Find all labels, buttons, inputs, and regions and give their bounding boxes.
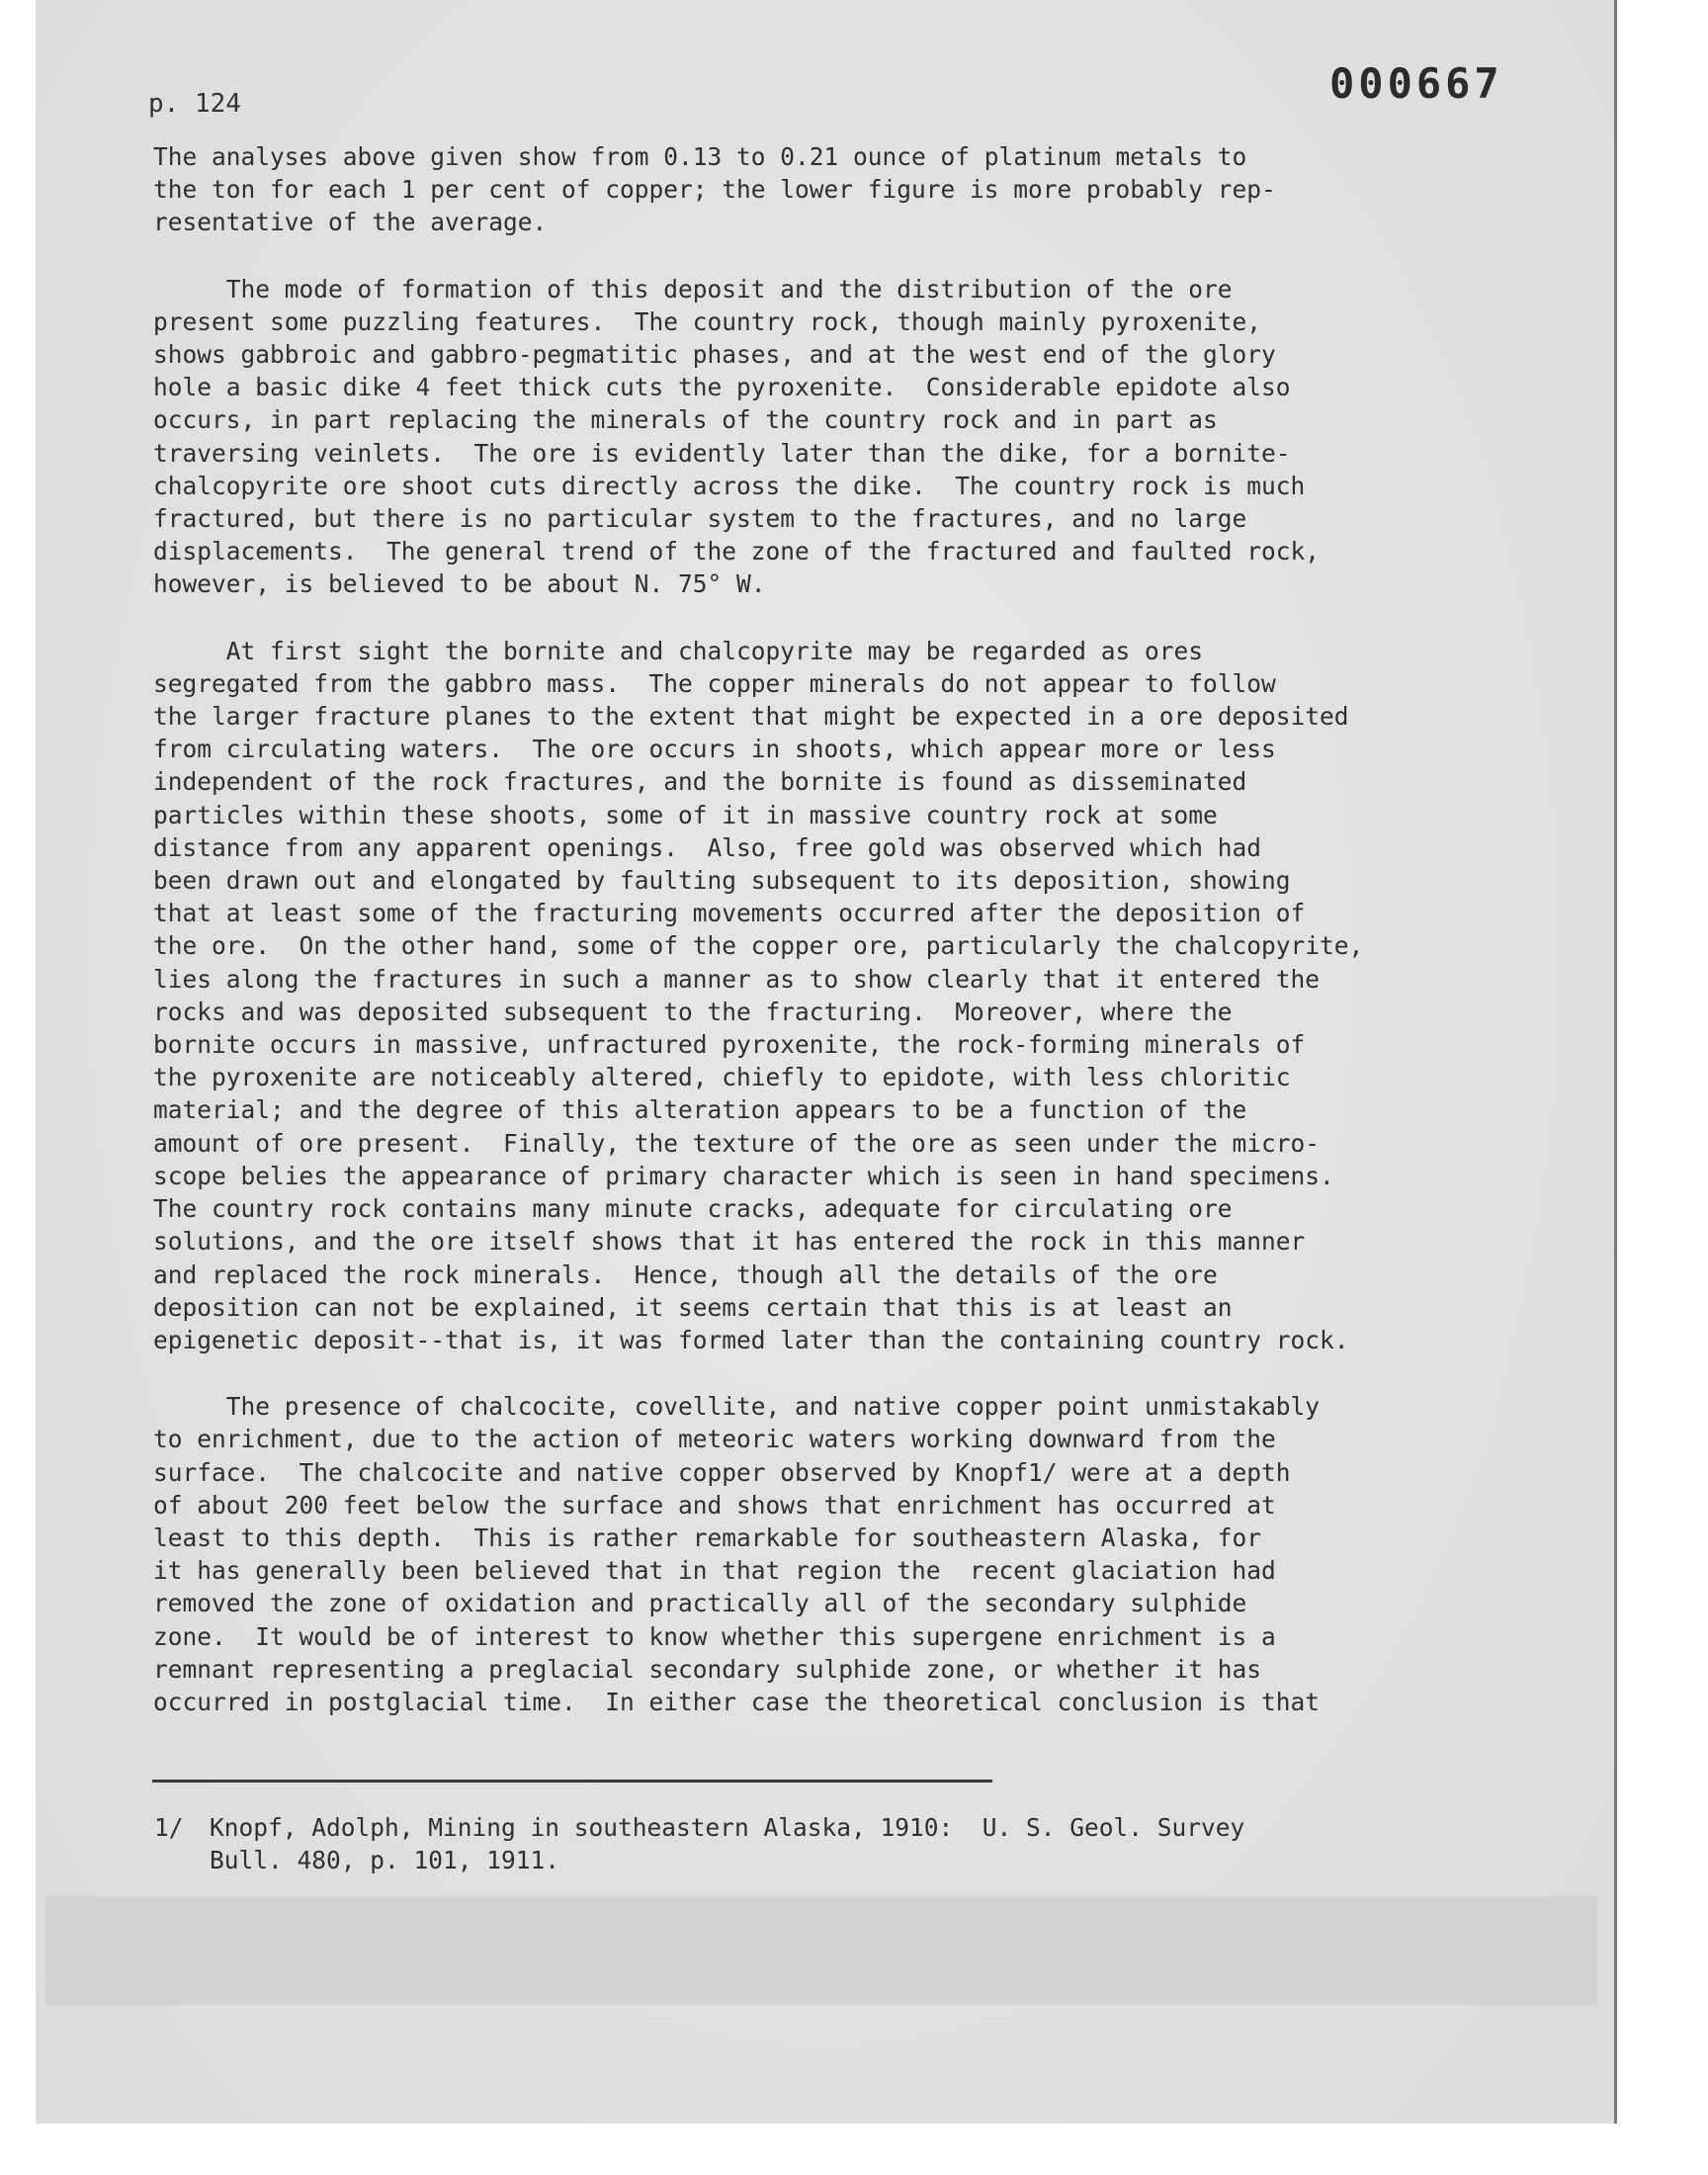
paragraph-analyses: The analyses above given show from 0.13 to 0.21 ounce of platinum metals to the ton for each 1 per cent of copper; the lower figure is more probably rep- resentative of the average. [153, 142, 1276, 237]
scan-smudge [45, 1896, 1597, 2005]
paragraph-bornite-chalcopyrite: At first sight the bornite and chalcopyrite may be regarded as ores segregated from the gabbro mass. The copper minerals do not appear to follow the larger fracture planes to the extent that might be expected in a ore deposited from circulating waters. The ore occurs in shoots, which appear more or less independent of the rock fractures, and the bornite is found as disseminated particles within these shoots, some of it in massive country rock at some distance from any apparent openings. Also, free gold was observed which had been drawn out and elongated by faulting subsequent to its deposition, showing that at least some of the fracturing movements occurred after the deposition of the ore. On the other hand, some of the copper ore, particularly the chalcopyrite, lies along the fractures in such a manner as to show clearly that it entered the rocks and was deposited subsequent to the fracturing. Moreover, where the bornite occurs in massive, unfractured pyroxenite, the rock-forming minerals of the pyroxenite are noticeably altered, chiefly to epidote, with less chloritic material; and the degree of this alteration appears to be a function of the amount of ore present. Finally, the texture of the ore as seen under the micro- scope belies the appearance of primary character which is seen in hand specimens. The country rock contains many minute cracks, adequate for circulating ore solutions, and the ore itself shows that it has entered the rock in this manner and replaced the rock minerals. Hence, though all the details of the ore deposition can not be explained, it seems certain that this is at least an epigenetic deposit--that is, it was formed later than the containing country rock. [153, 636, 1364, 1354]
document-number: 000667 [1329, 59, 1503, 108]
paragraph-enrichment: The presence of chalcocite, covellite, and native copper point unmistakably to enrichment, due to the action of meteoric waters working downward from the surface. The chalcocite and native copper observed by Knopf1/ were at a depth of about 200 feet below the surface and shows that enrichment has occurred at least to this depth. This is rather remarkable for southeastern Alaska, for it has generally been believed that in that region the recent glaciation had removed the zone of oxidation and practically all of the secondary sulphide zone. It would be of interest to know whether this supergene enrichment is a remnant representing a preglacial secondary sulphide zone, or whether it has occurred in postglacial time. In either case the theoretical conclusion is that [153, 1392, 1321, 1716]
page-number: p. 124 [148, 89, 241, 119]
footnote-marker: 1/ [154, 1813, 184, 1842]
footnote-text: Knopf, Adolph, Mining in southeastern Alaska, 1910: U. S. Geol. Survey Bull. 480, p. 101, 1911. [210, 1813, 1245, 1875]
body-text [153, 140, 1567, 1752]
paragraph-mode-of-formation: The mode of formation of this deposit and the distribution of the ore present some puzzling features. The country rock, though mainly pyroxenite, shows gabbroic and gabbro-pegmatitic phases, and at the west end of the glory hole a basic dike 4 feet thick cuts the pyroxenite. Considerable epidote also occurs, in part replacing the minerals of the country rock and in part as traversing veinlets. The ore is evidently later than the dike, for a bornite- chalcopyrite ore shoot cuts directly across the dike. The country rock is much fractured, but there is no particular system to the fractures, and no large displacements. The general trend of the zone of the fractured and faulted rock, however, is believed to be about N. 75° W. [153, 274, 1321, 599]
footnote [150, 1811, 1564, 1876]
footnote-divider [152, 1780, 992, 1783]
